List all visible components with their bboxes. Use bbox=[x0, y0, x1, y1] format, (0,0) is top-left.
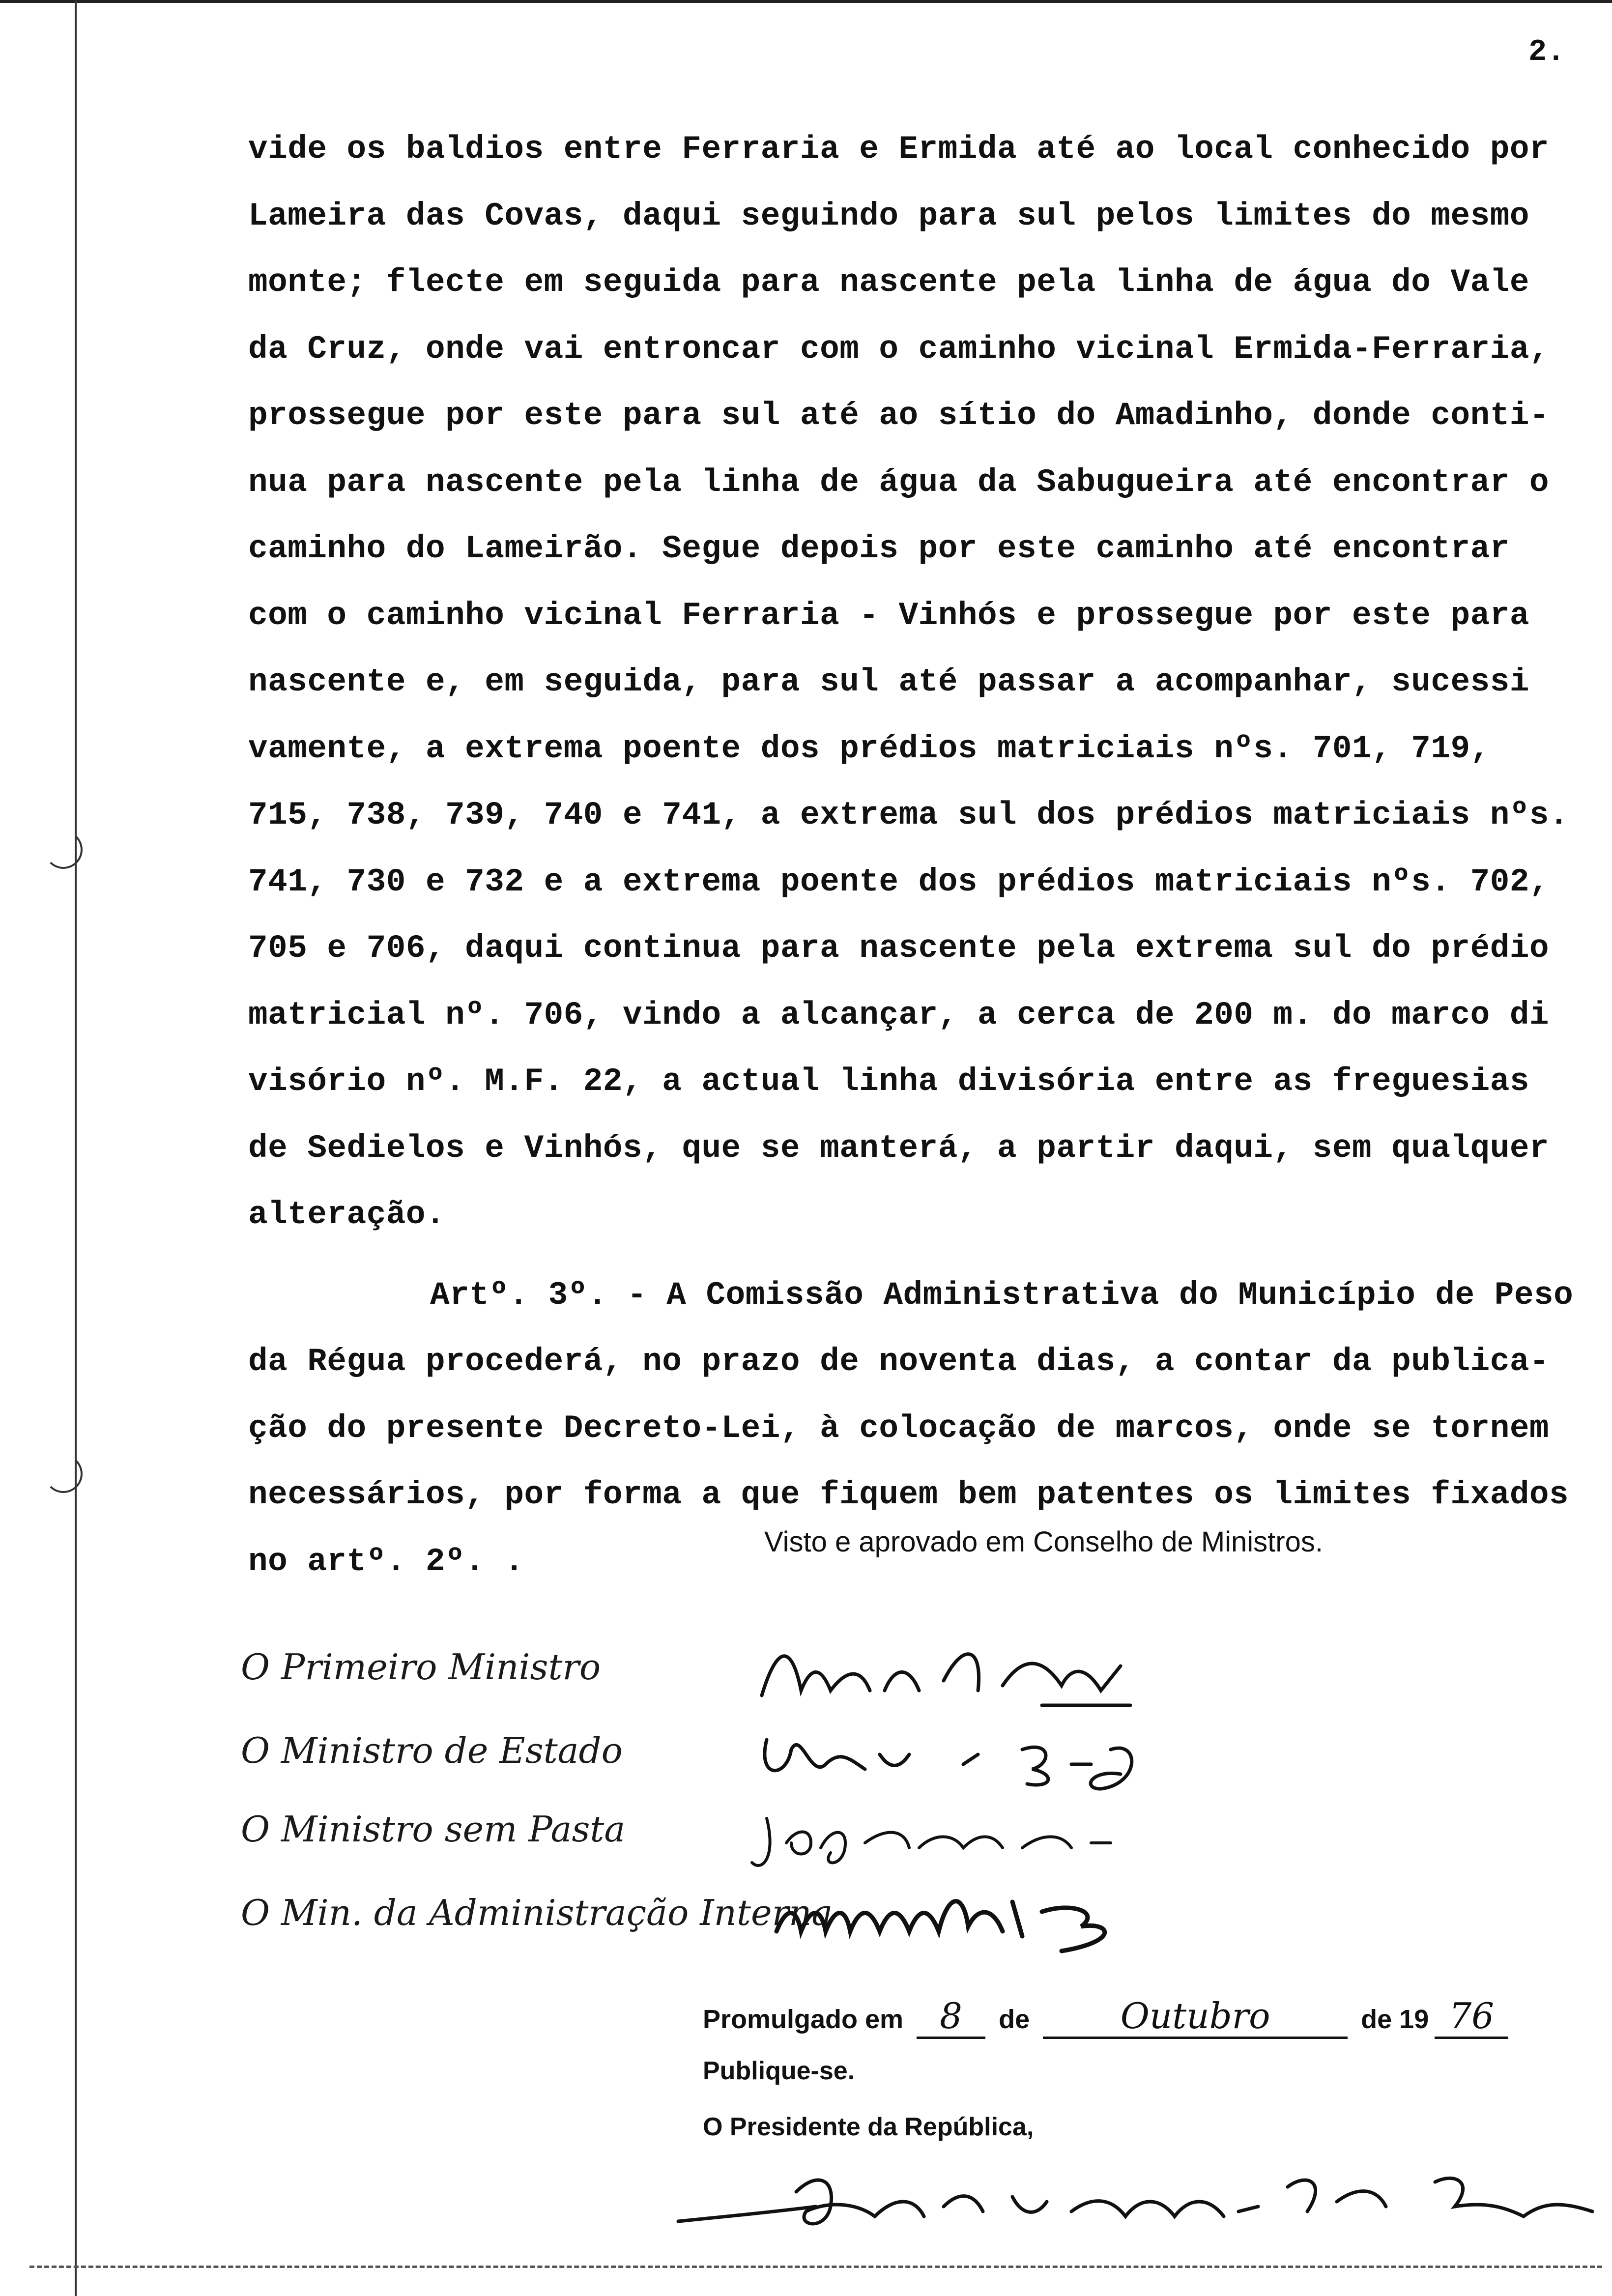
signature-row bbox=[241, 1799, 1568, 1872]
article-line: ção do presente Decreto-Lei, à colocação de marcos, onde se tornem bbox=[248, 1409, 1550, 1447]
signature-role: O Ministro de Estado bbox=[241, 1730, 623, 1771]
text-line: monte; flecte em seguida para nascente pela linha de água do Vale bbox=[248, 264, 1529, 301]
paragraph-gap bbox=[248, 1248, 1605, 1262]
president-signature bbox=[668, 2152, 1602, 2251]
scan-bottom-edge bbox=[29, 2266, 1602, 2268]
text-line: alteração. bbox=[248, 1196, 446, 1233]
text-line: 705 e 706, daqui continua para nascente pela extrema sul do prédio bbox=[248, 930, 1550, 967]
promulgation-prefix: Promulgado em bbox=[703, 2005, 904, 2034]
text-line: nua para nascente pela linha de água da Sabugueira até encontrar o bbox=[248, 463, 1550, 501]
handwritten-signature bbox=[747, 1882, 1386, 1956]
text-line: matricial nº. 706, vindo a alcançar, a cerca de 200 m. do marco di bbox=[248, 996, 1550, 1033]
text-line: da Cruz, onde vai entroncar com o caminho vicinal Ermida-Ferraria, bbox=[248, 330, 1550, 368]
text-line: de Sedielos e Vinhós, que se manterá, a partir daqui, sem qualquer bbox=[248, 1129, 1550, 1167]
page-number: 2. bbox=[1528, 34, 1565, 69]
article-line: Artº. 3º. - A Comissão Administrativa do Município de Peso bbox=[430, 1276, 1574, 1314]
text-line: com o caminho vicinal Ferraria - Vinhós e prossegue por este para bbox=[248, 597, 1529, 634]
handwritten-signature bbox=[747, 1720, 1386, 1794]
promulgation-month: Outubro bbox=[1043, 1995, 1348, 2039]
promulgation-de-year: de 19 bbox=[1361, 2005, 1429, 2034]
handwritten-signature bbox=[747, 1799, 1386, 1872]
text-line: 741, 730 e 732 e a extrema poente dos prédios matriciais nºs. 702, bbox=[248, 863, 1550, 900]
visto-stamp: Visto e aprovado em Conselho de Ministros. bbox=[764, 1526, 1323, 1558]
article-line: da Régua procederá, no prazo de noventa dias, a contar da publica- bbox=[248, 1343, 1550, 1380]
text-line: visório nº. M.F. 22, a actual linha divisória entre as freguesias bbox=[248, 1063, 1529, 1100]
handwritten-signature bbox=[747, 1636, 1386, 1710]
scan-top-edge bbox=[0, 0, 1612, 3]
binding-hole-mark bbox=[44, 831, 83, 869]
article-line: necessários, por forma a que fiquem bem patentes os limites fixados bbox=[248, 1476, 1569, 1513]
text-line: prossegue por este para sul até ao sítio do Amadinho, donde conti- bbox=[248, 397, 1550, 434]
signature-role: O Ministro sem Pasta bbox=[241, 1808, 626, 1850]
body-text bbox=[248, 116, 1605, 1595]
signature-row bbox=[241, 1882, 1568, 1956]
promulgation-day: 8 bbox=[917, 1995, 985, 2039]
signature-row bbox=[241, 1636, 1568, 1710]
scan-left-margin-line bbox=[75, 0, 77, 2296]
text-line: nascente e, em seguida, para sul até passar a acompanhar, sucessi bbox=[248, 663, 1529, 700]
binding-hole-mark bbox=[44, 1455, 83, 1493]
signature-role: O Min. da Administração Interna bbox=[241, 1892, 833, 1933]
text-line: caminho do Lameirão. Segue depois por este caminho até encontrar bbox=[248, 530, 1510, 567]
text-line: 715, 738, 739, 740 e 741, a extrema sul dos prédios matriciais nºs. bbox=[248, 797, 1569, 833]
text-line: Lameira das Covas, daqui seguindo para sul pelos limites do mesmo bbox=[248, 197, 1529, 234]
article-line: no artº. 2º. . bbox=[248, 1543, 524, 1580]
text-line: vamente, a extrema poente dos prédios matriciais nºs. 701, 719, bbox=[248, 730, 1490, 767]
promulgation-year: 76 bbox=[1435, 1995, 1508, 2039]
promulgation-de: de bbox=[999, 2005, 1030, 2034]
text-line: vide os baldios entre Ferraria e Ermida até ao local conhecido por bbox=[248, 131, 1550, 168]
publique-se: Publique-se. bbox=[703, 2057, 855, 2085]
signature-role: O Primeiro Ministro bbox=[241, 1646, 601, 1688]
president-title: O Presidente da República, bbox=[703, 2113, 1034, 2141]
signature-row bbox=[241, 1720, 1568, 1794]
promulgation-line bbox=[703, 1995, 1514, 2039]
